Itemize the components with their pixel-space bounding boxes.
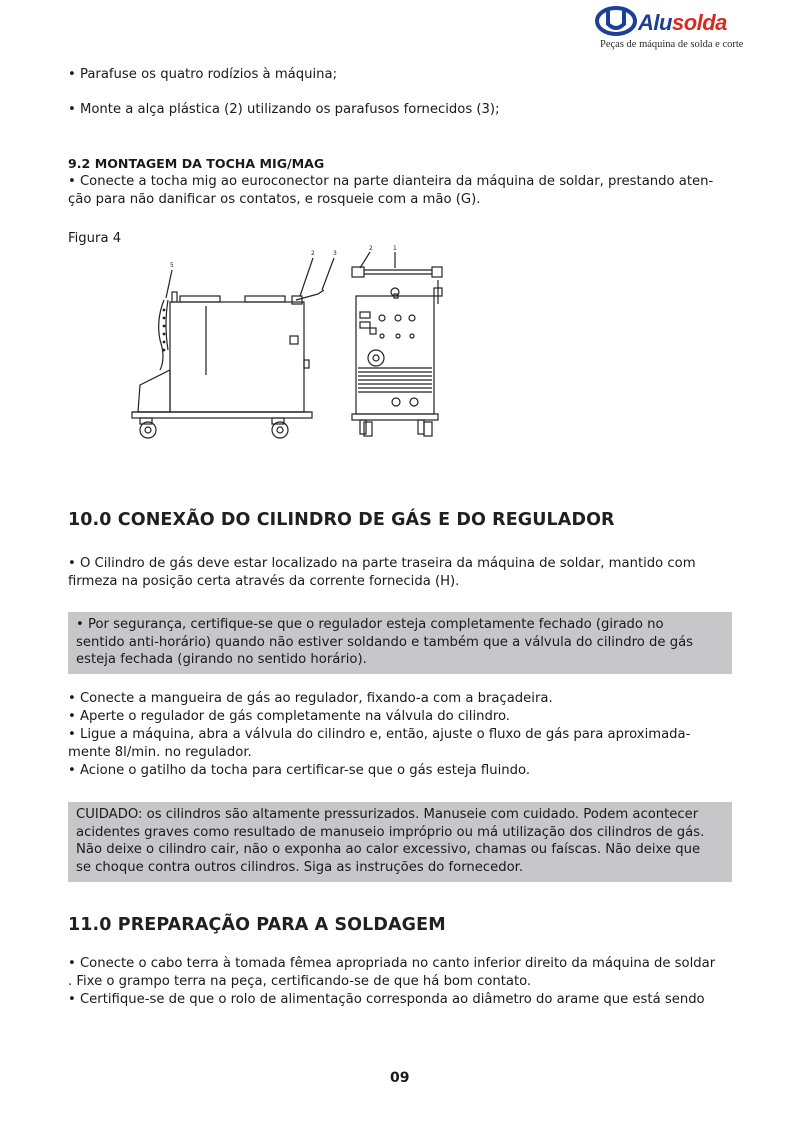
figure-caption: Figura 4 <box>68 231 122 246</box>
bullet-handle: • Monte a alça plástica (2) utilizando os parafusos fornecidos (3); <box>68 102 500 117</box>
callout-1: 1 <box>393 245 397 252</box>
warning-line-3: Não deixe o cilindro cair, não o exponha ao calor excessivo, chamas ou faíscas. Não deixe que <box>76 842 701 858</box>
callout-3: 3 <box>333 250 337 257</box>
section-10-title: 10.0 CONEXÃO DO CILINDRO DE GÁS E DO REGULADOR <box>68 510 615 530</box>
sec10-p1-line-2: firmeza na posição certa através da corrente fornecida (H). <box>68 574 460 589</box>
page-number: 09 <box>390 1070 410 1086</box>
step-regulator: • Aperte o regulador de gás completamente na válvula do cilindro. <box>68 709 510 724</box>
safety-note-line-2: sentido anti-horário) quando não estiver soldando e também que a válvula do cilindro de gás <box>76 634 694 650</box>
step-flow-line-2: mente 8l/min. no regulador. <box>68 745 252 760</box>
safety-note-line-3: esteja fechada (girando no sentido horário). <box>76 652 367 668</box>
sec92-line-1: • Conecte a tocha mig ao euroconector na parte dianteira da máquina de soldar, prestando aten- <box>68 174 714 189</box>
step-hose: • Conecte a mangueira de gás ao regulador, fixando-a com a braçadeira. <box>68 691 553 706</box>
alusolda-logo <box>594 4 744 52</box>
sec11-line-3: • Certifique-se de que o rolo de alimentação corresponda ao diâmetro do arame que está sendo <box>68 992 705 1007</box>
figure-4-welder-drawing <box>120 240 460 450</box>
callout-2-side: 2 <box>311 250 315 257</box>
step-trigger: • Acione o gatilho da tocha para certificar-se que o gás esteja fluindo. <box>68 763 531 778</box>
warning-box <box>68 802 732 882</box>
warning-line-1: CUIDADO: os cilindros são altamente pressurizados. Manuseie com cuidado. Podem acontecer <box>76 807 699 822</box>
section-9-2-title: 9.2 MONTAGEM DA TOCHA MIG/MAG <box>68 156 325 171</box>
logo-tagline: Peças de máquina de solda e corte <box>600 39 744 50</box>
sec11-line-1: • Conecte o cabo terra à tomada fêmea apropriada no canto inferior direito da máquina de soldar <box>68 956 716 971</box>
section-11-title: 11.0 PREPARAÇÃO PARA A SOLDAGEM <box>68 915 446 935</box>
bullet-casters: • Parafuse os quatro rodízios à máquina; <box>68 67 338 82</box>
step-flow-line-1: • Ligue a máquina, abra a válvula do cilindro e, então, ajuste o fluxo de gás para aproximada- <box>68 727 691 742</box>
sec92-line-2: ção para não danificar os contatos, e rosqueie com a mão (G). <box>68 192 481 207</box>
warning-line-4: se choque contra outros cilindros. Siga as instruções do fornecedor. <box>76 859 524 875</box>
safety-note-box <box>68 612 732 674</box>
callout-5: 5 <box>170 262 174 269</box>
logo-wordmark: Alusolda <box>638 10 727 35</box>
warning-line-2: acidentes graves como resultado de manuseio impróprio ou má utilização dos cilindros de gás. <box>76 824 705 840</box>
sec11-line-2: . Fixe o grampo terra na peça, certificando-se de que há bom contato. <box>68 974 532 989</box>
callout-2-front: 2 <box>369 245 373 252</box>
safety-note-line-1: • Por segurança, certifique-se que o regulador esteja completamente fechado (girado no <box>76 617 664 632</box>
sec10-p1-line-1: • O Cilindro de gás deve estar localizado na parte traseira da máquina de soldar, mantido com <box>68 556 696 571</box>
logo-swoosh-icon <box>594 4 640 38</box>
